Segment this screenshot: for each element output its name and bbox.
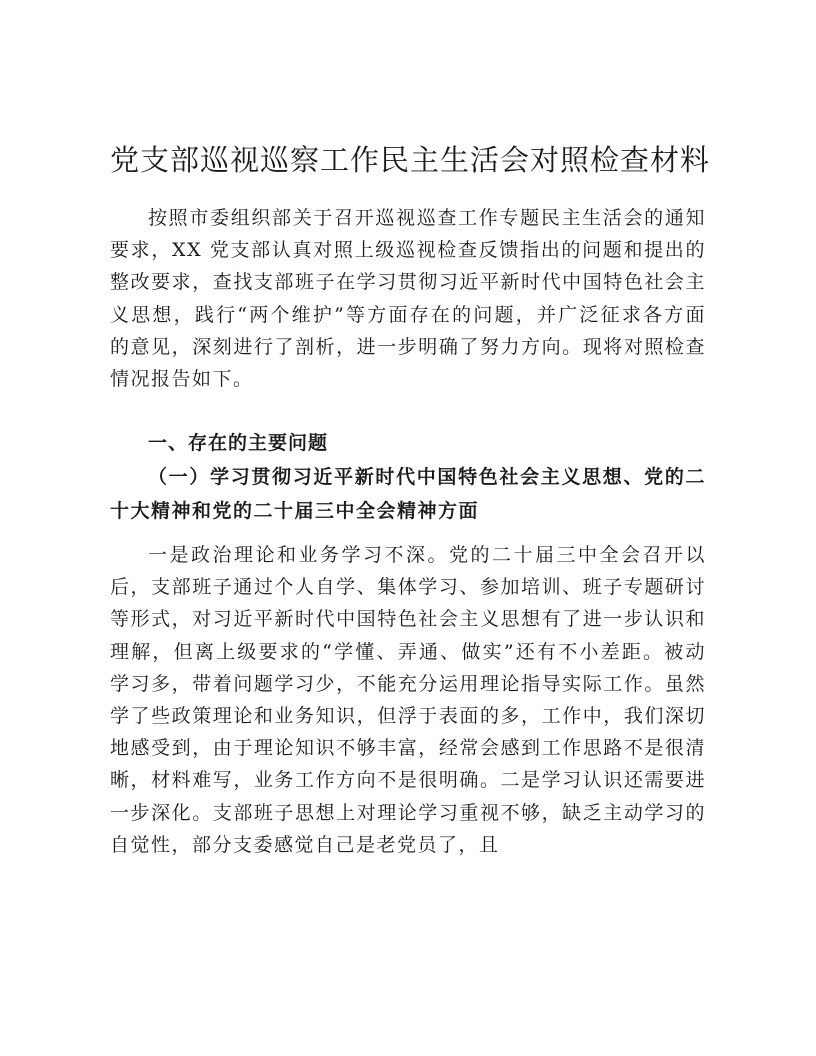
subsection-heading: （一）学习贯彻习近平新时代中国特色社会主义思想、党的二十大精神和党的二十届三中全会精神方面 (110, 466, 706, 522)
intro-paragraph: 按照市委组织部关于召开巡视巡查工作专题民主生活会的通知要求，XX 党支部认真对照上级巡视检查反馈指出的问题和提出的整改要求，查找支部班子在学习贯彻习近平新时代中国特色社会主义思想，践行“两个维护”等方面存在的问题，并广泛征求各方面的意见，深刻进行了剖析，进一步明确了努力方向。现将对照检查情况报告如下。 (110, 207, 706, 391)
body-paragraph: 一是政治理论和业务学习不深。党的二十届三中全会召开以后，支部班子通过个人自学、集体学习、参加培训、班子专题研讨等形式，对习近平新时代中国特色社会主义思想有了进一步认识和理解，但离上级要求的“学懂、弄通、做实”还有不小差距。被动学习多，带着问题学习少，不能充分运用理论指导实际工作。虽然学了些政策理论和业务知识，但浮于表面的多，工作中，我们深切地感受到，由于理论知识不够丰富，经常会感到工作思路不是很清晰，材料难写，业务工作方向不是很明确。二是学习认识还需要进一步深化。支部班子思想上对理论学习重视不够，缺乏主动学习的自觉性，部分支委感觉自己是老党员了，且 (110, 544, 706, 856)
section-heading: 一、存在的主要问题 (148, 432, 329, 454)
document-title: 党支部巡视巡察工作民主生活会对照检查材料 (110, 143, 711, 177)
